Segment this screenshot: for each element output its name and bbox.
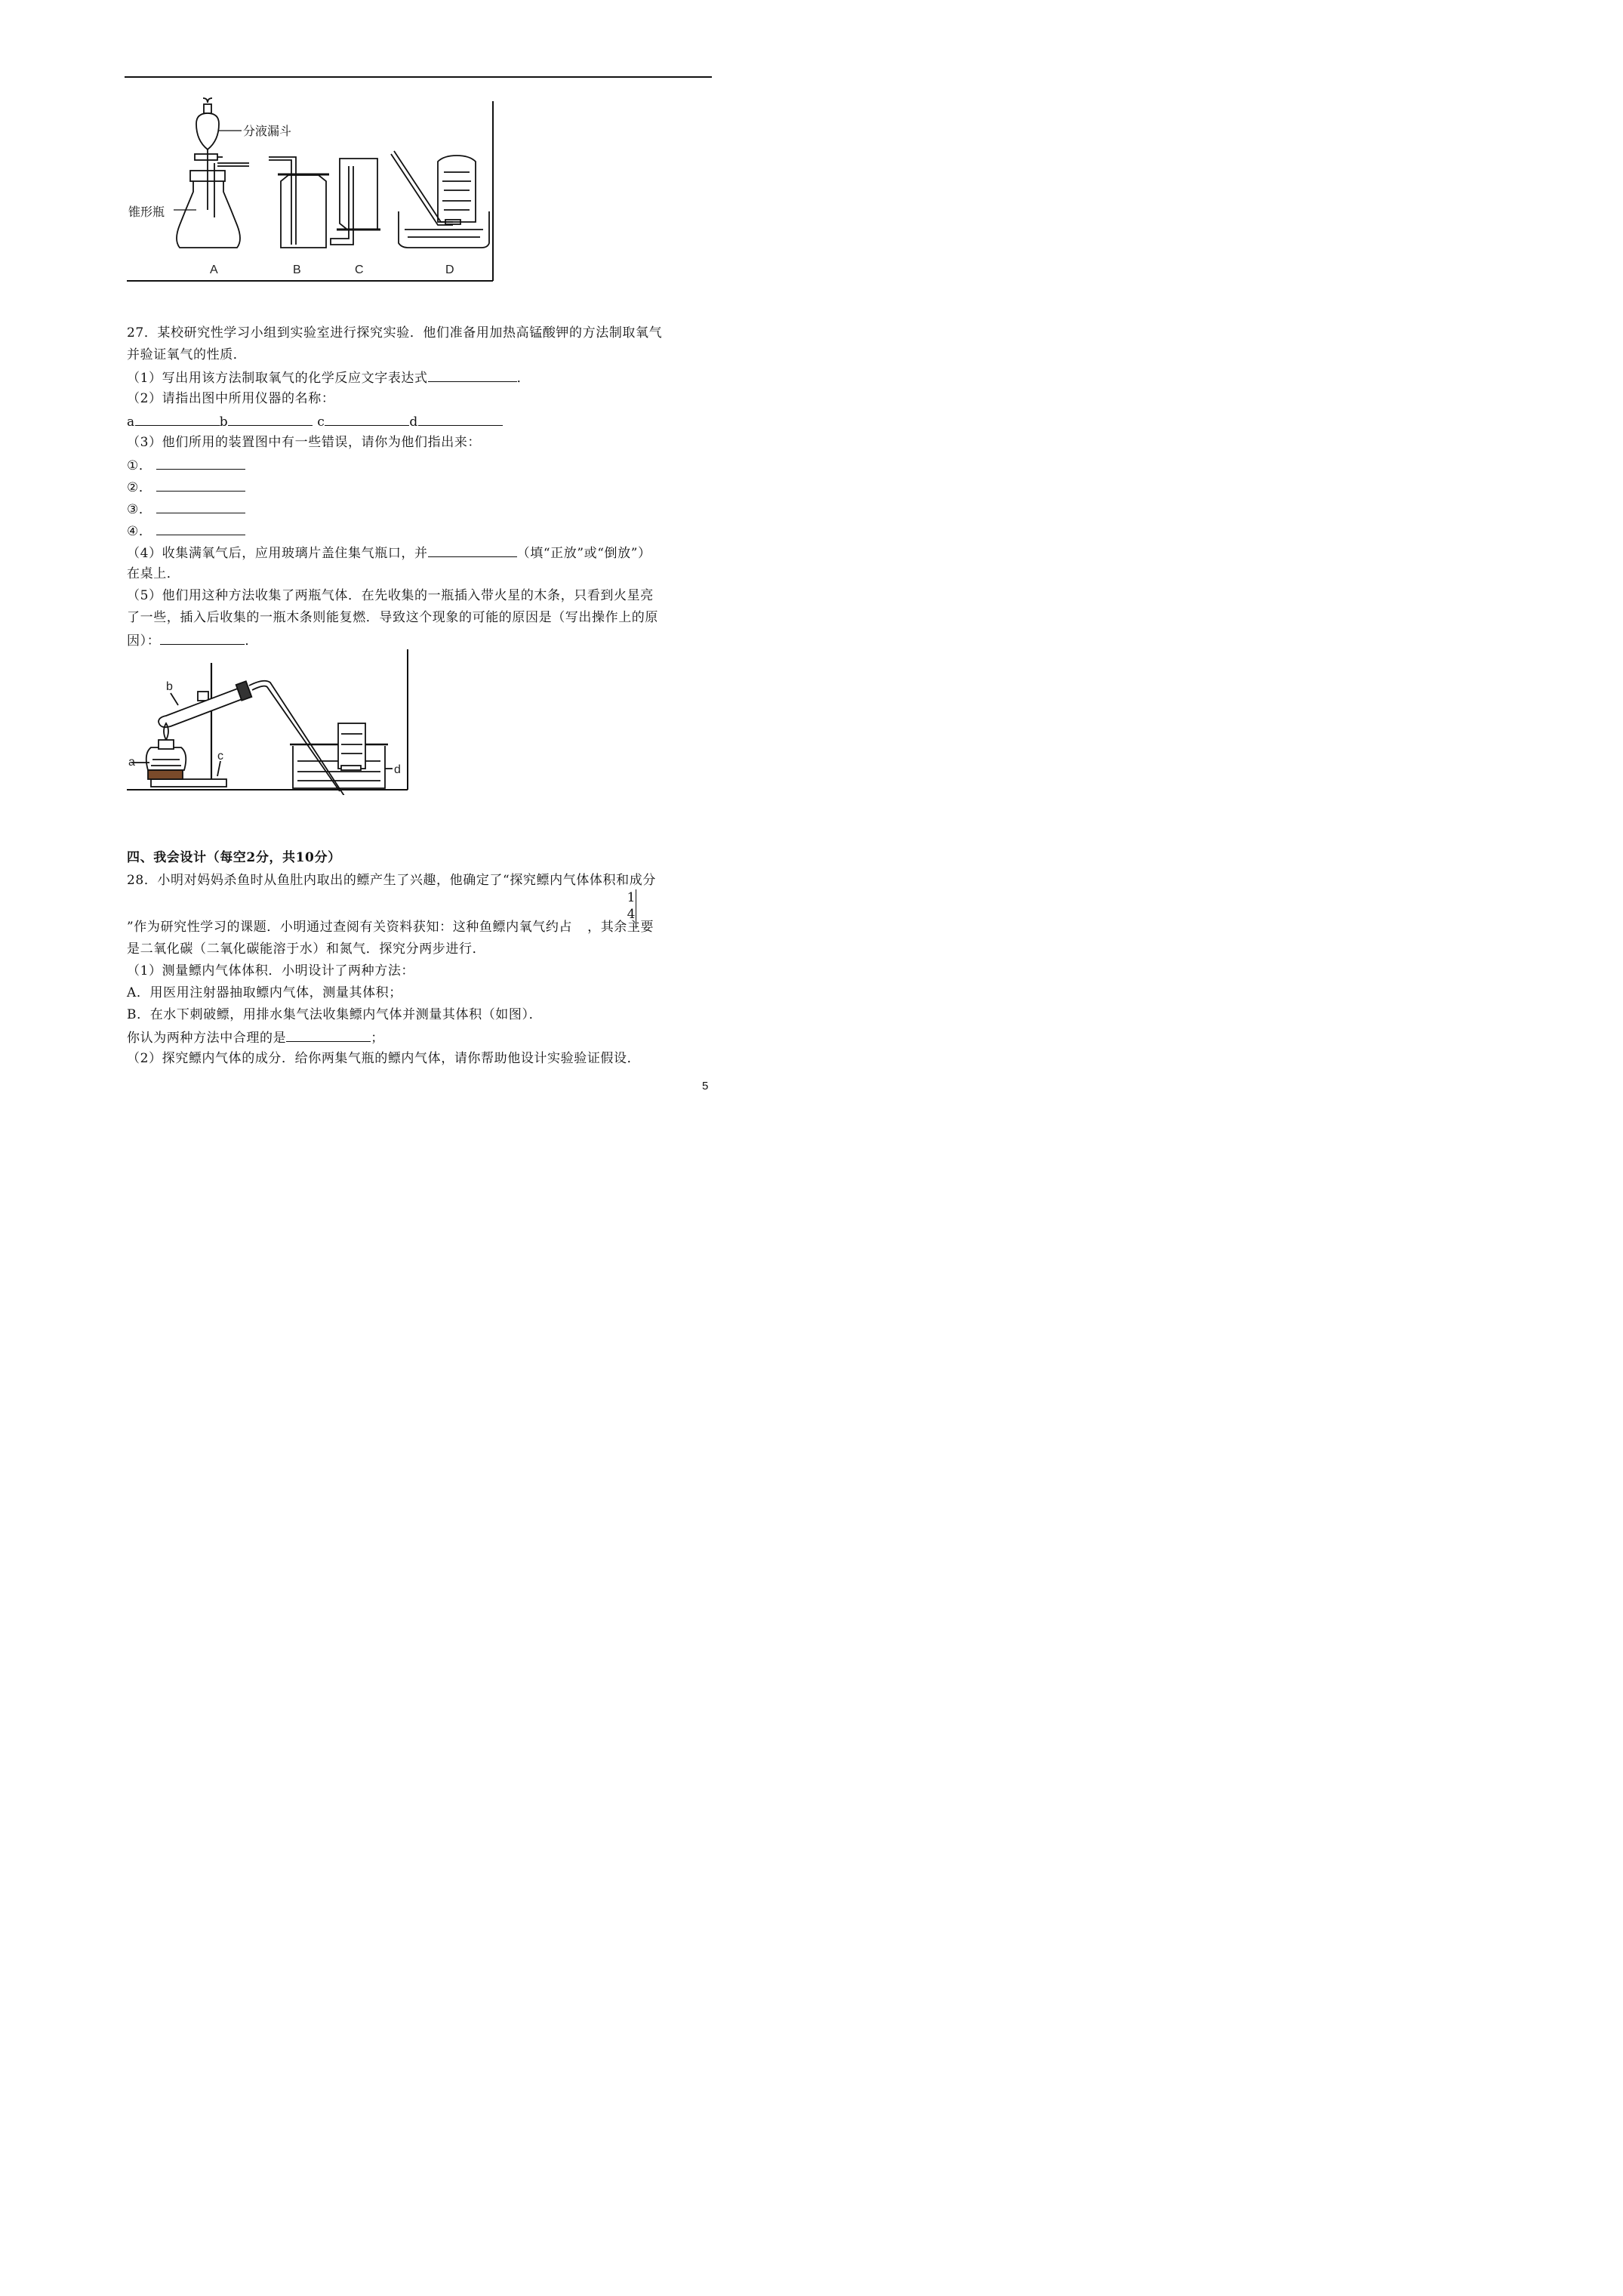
q27-part5-line1: （5）他们用这种方法收集了两瓶气体．在先收集的一瓶插入带火星的木条，只看到火星亮 [127, 588, 654, 603]
error-1-label: ①． [127, 458, 152, 473]
instrument-a-blank[interactable] [135, 413, 220, 426]
q27-stem-line2: 并验证氧气的性质． [127, 347, 247, 362]
instrument-d-label: d [409, 415, 418, 430]
label-a: a [128, 756, 135, 769]
q27-error-1 [127, 457, 245, 473]
q28-line7 [127, 1029, 384, 1046]
error-3-blank[interactable] [156, 501, 245, 513]
instrument-b-label: b [219, 415, 229, 430]
label-d: d [394, 763, 401, 776]
q28-option-a: A．用医用注射器抽取鳔内气体，测量其体积； [127, 985, 402, 1000]
apparatus-figure-bottom [121, 648, 415, 795]
q27-part2-blanks [127, 413, 503, 430]
q27-stem-line1: 27．某校研究性学习小组到实验室进行探究实验．他们准备用加热高锰酸钾的方法制取氧气 [127, 325, 663, 341]
fraction-denominator: 4 [627, 907, 636, 922]
q28-line1: 28．小明对妈妈杀鱼时从鱼肚内取出的鳔产生了兴趣，他确定了“探究鳔内气体体积和成分 [127, 873, 656, 888]
label-flask: 锥形瓶 [128, 205, 165, 219]
q27-error-3 [127, 501, 245, 517]
label-funnel: 分液漏斗 [243, 124, 292, 138]
q27-part4-text: （4）收集满氧气后，应用玻璃片盖住集气瓶口，并 [127, 546, 428, 561]
section-4-title: 四、我会设计（每空2分，共10分） [127, 850, 341, 865]
document-page [0, 0, 830, 1175]
apparatus-figure-top-svg [121, 97, 498, 285]
apparatus-D [391, 151, 489, 248]
q27-part1-end: ． [516, 371, 531, 386]
q27-error-2 [127, 479, 245, 495]
apparatus-B [269, 157, 329, 248]
error-3-label: ③． [127, 502, 152, 517]
q28-line4: （1）测量鳔内气体体积．小明设计了两种方法： [127, 963, 415, 978]
apparatus-figure-top [121, 97, 498, 285]
q27-part5-line3 [127, 632, 258, 649]
apparatus-C [331, 159, 380, 245]
panel-label-D: D [445, 264, 454, 276]
instrument-b-blank[interactable] [228, 413, 313, 426]
label-c: c [217, 750, 223, 763]
panel-label-C: C [355, 264, 364, 276]
q28-option-b: B．在水下刺破鳔，用排水集气法收集鳔内气体并测量其体积（如图）． [127, 1007, 543, 1022]
q27-part3-text: （3）他们所用的装置图中有一些错误，请你为他们指出来： [127, 435, 482, 450]
error-2-label: ②． [127, 480, 152, 495]
page-number: 5 [702, 1080, 709, 1093]
header-rule [125, 76, 712, 78]
q28-line2-end: ，其余主要 [587, 920, 654, 935]
label-b: b [166, 680, 173, 693]
q28-line8: （2）探究鳔内气体的成分．给你两集气瓶的鳔内气体，请你帮助他设计实验验证假设． [127, 1051, 641, 1066]
q27-part4 [127, 544, 651, 561]
q27-part1-text: （1）写出用该方法制取氧气的化学反应文字表达式 [127, 371, 428, 386]
apparatus-figure-bottom-svg [121, 648, 415, 795]
q27-part5-pre: 因）： [127, 633, 161, 649]
q28-line7-end: ； [371, 1031, 384, 1046]
q27-part1 [127, 369, 530, 386]
q27-part4-line2: 在桌上． [127, 566, 180, 581]
q28-line3: 是二氧化碳（二氧化碳能溶于水）和氮气．探究分两步进行． [127, 942, 486, 957]
apparatus-A [177, 98, 249, 248]
fraction-numerator: 1 [627, 890, 636, 905]
fraction-one-quarter [625, 889, 637, 923]
q27-part2-text: （2）请指出图中所用仪器的名称： [127, 391, 335, 406]
q27-part1-blank[interactable] [428, 369, 517, 382]
panel-label-A: A [210, 264, 218, 276]
q28-line2 [127, 920, 654, 935]
panel-label-B: B [293, 264, 301, 276]
q27-part5-blank[interactable] [160, 632, 245, 645]
instrument-c-blank[interactable] [325, 413, 409, 426]
instrument-c-label: c [317, 415, 325, 430]
instrument-d-blank[interactable] [418, 413, 503, 426]
q28-line7-text: 你认为两种方法中合理的是 [127, 1031, 287, 1046]
q27-part4-blank[interactable] [428, 544, 517, 557]
q27-error-4 [127, 522, 245, 539]
q28-line2-text: ”作为研究性学习的课题．小明通过查阅有关资料获知：这种鱼鳔内氧气约占 [127, 920, 573, 935]
error-1-blank[interactable] [156, 457, 245, 470]
error-4-blank[interactable] [156, 522, 245, 535]
q27-part4-after: （填“正放”或“倒放”） [516, 546, 651, 561]
instrument-a-label: a [127, 415, 135, 430]
error-2-blank[interactable] [156, 479, 245, 492]
q28-answer-blank[interactable] [286, 1029, 371, 1042]
q27-part5-end: ． [245, 633, 258, 649]
q27-part5-line2: 了一些，插入后收集的一瓶木条则能复燃．导致这个现象的可能的原因是（写出操作上的原 [127, 610, 658, 625]
error-4-label: ④． [127, 524, 152, 539]
